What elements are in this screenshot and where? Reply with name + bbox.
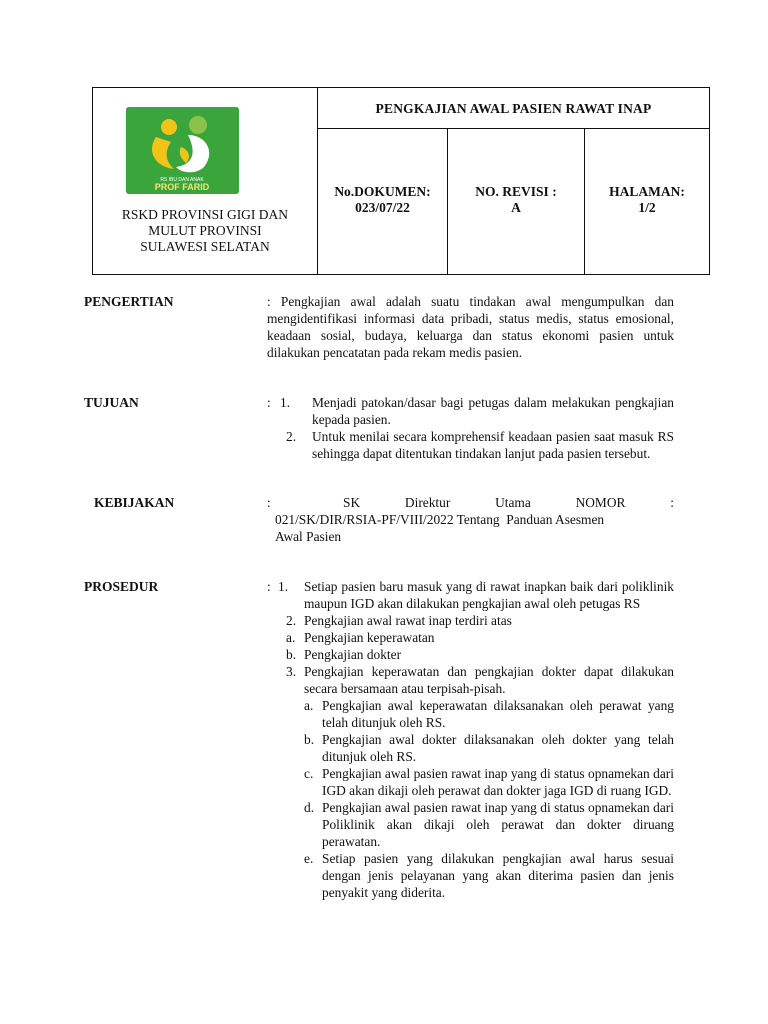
prosedur-list <box>278 578 674 901</box>
list-letter: b. <box>286 647 297 662</box>
list-letter: e. <box>304 851 314 866</box>
prosedur-item <box>278 612 674 629</box>
tujuan-item <box>280 428 674 462</box>
logo-cell <box>93 88 318 275</box>
organization-name <box>93 207 317 255</box>
pengertian-label: PENGERTIAN <box>84 294 174 309</box>
prosedur-subitem <box>278 697 674 731</box>
revision-value: A <box>511 200 521 215</box>
tujuan-label: TUJUAN <box>84 395 139 410</box>
list-letter: d. <box>304 800 315 815</box>
prosedur-subitem <box>278 731 674 765</box>
prosedur-item <box>278 578 674 612</box>
list-text: Untuk menilai secara komprehensif keadaan pasien saat masuk RS sehingga dapat ditentukan tindakan lanjut pada pasien tersebut. <box>312 429 674 461</box>
prosedur-subitem <box>278 850 674 901</box>
list-text: Pengkajian awal keperawatan dilaksanakan oleh perawat yang telah ditunjuk oleh RS. <box>322 698 674 730</box>
list-text: Pengkajian awal rawat inap terdiri atas <box>304 613 512 628</box>
list-text: Pengkajian keperawatan <box>304 630 435 645</box>
document-header <box>92 87 710 275</box>
tujuan-colon: : <box>267 395 271 410</box>
list-number: 1. <box>278 579 289 594</box>
kebijakan-colon: : <box>267 495 271 510</box>
page-label: HALAMAN: <box>609 184 685 199</box>
list-text: Menjadi patokan/dasar bagi petugas dalam melakukan pengkajian kepada pasien. <box>312 395 674 427</box>
prosedur-label: PROSEDUR <box>84 579 159 594</box>
document-number-label: No.DOKUMEN: <box>334 184 431 199</box>
page-value: 1/2 <box>638 200 656 215</box>
kebijakan-label: KEBIJAKAN <box>94 495 175 510</box>
list-text: Pengkajian keperawatan dan pengkajian dokter dapat dilakukan secara bersamaan atau terpisah-pisah. <box>304 664 674 696</box>
list-number: 1. <box>280 395 291 410</box>
logo-name: PROF FARID <box>154 182 210 192</box>
mother-child-icon <box>126 107 239 194</box>
org-line-1: RSKD PROVINSI GIGI DAN <box>121 207 289 222</box>
list-text: Pengkajian awal pasien rawat inap yang di status opnamekan dari Poliklinik akan dikaji oleh perawat dan dokter diruang perawatan. <box>322 800 674 849</box>
prosedur-subitem <box>278 629 674 646</box>
org-line-3: SULAWESI SELATAN <box>140 239 270 254</box>
list-number: 3. <box>286 664 297 679</box>
kebijakan-word: : <box>670 495 674 510</box>
list-text: Pengkajian awal pasien rawat inap yang di status opnamekan dari IGD akan dikaji oleh perawat dan dokter jaga IGD di ruang IGD. <box>322 766 674 798</box>
prosedur-subitem <box>278 799 674 850</box>
pengertian-text: : Pengkajian awal adalah suatu tindakan awal mengumpulkan dan mengidentifikasi informasi data pribadi, status medis, status emosional, keadaan sosial, budaya, keluarga dan status ekonomi pasien untuk dilakukan pencatatan pada rekam medis pasien. <box>267 294 674 360</box>
kebijakan-word: Direktur <box>404 495 451 510</box>
list-text: Pengkajian awal dokter dilaksanakan oleh dokter yang telah ditunjuk oleh RS. <box>322 732 674 764</box>
list-letter: c. <box>304 766 314 781</box>
document-number-value: 023/07/22 <box>355 200 410 215</box>
kebijakan-line-2: 021/SK/DIR/RSIA-PF/VIII/2022 Tentang Panduan Asesmen <box>275 512 605 527</box>
document-title: PENGKAJIAN AWAL PASIEN RAWAT INAP <box>318 88 710 129</box>
list-letter: a. <box>304 698 314 713</box>
list-text: Setiap pasien yang dilakukan pengkajian awal harus sesuai dengan jenis pelayanan yang akan diterima pasien dan jenis penyakit yang diderita. <box>322 851 674 900</box>
hospital-logo <box>126 107 239 194</box>
kebijakan-word: NOMOR <box>575 495 626 510</box>
list-number: 2. <box>286 613 297 628</box>
list-text: Setiap pasien baru masuk yang di rawat inapkan baik dari poliklinik maupun IGD akan dilakukan pengkajian awal oleh petugas RS <box>304 579 674 611</box>
list-letter: b. <box>304 732 315 747</box>
revision-cell <box>448 129 585 275</box>
document-number-cell <box>318 129 448 275</box>
page-cell <box>585 129 710 275</box>
kebijakan-line-3: Awal Pasien <box>275 529 342 544</box>
prosedur-colon: : <box>267 579 271 594</box>
kebijakan-word: Utama <box>495 495 531 510</box>
list-letter: a. <box>286 630 296 645</box>
tujuan-list <box>280 394 674 462</box>
org-line-2: MULUT PROVINSI <box>148 223 262 238</box>
logo-subtitle: RS IBU DAN ANAK <box>160 177 204 183</box>
prosedur-subitem <box>278 765 674 799</box>
kebijakan-line-1 <box>275 494 674 511</box>
kebijakan-text <box>275 494 674 545</box>
tujuan-item <box>280 394 674 428</box>
list-text: Pengkajian dokter <box>304 647 402 662</box>
prosedur-subitem <box>278 646 674 663</box>
kebijakan-word: SK <box>343 495 361 510</box>
revision-label: NO. REVISI : <box>475 184 557 199</box>
list-number: 2. <box>286 429 297 444</box>
prosedur-item <box>278 663 674 697</box>
